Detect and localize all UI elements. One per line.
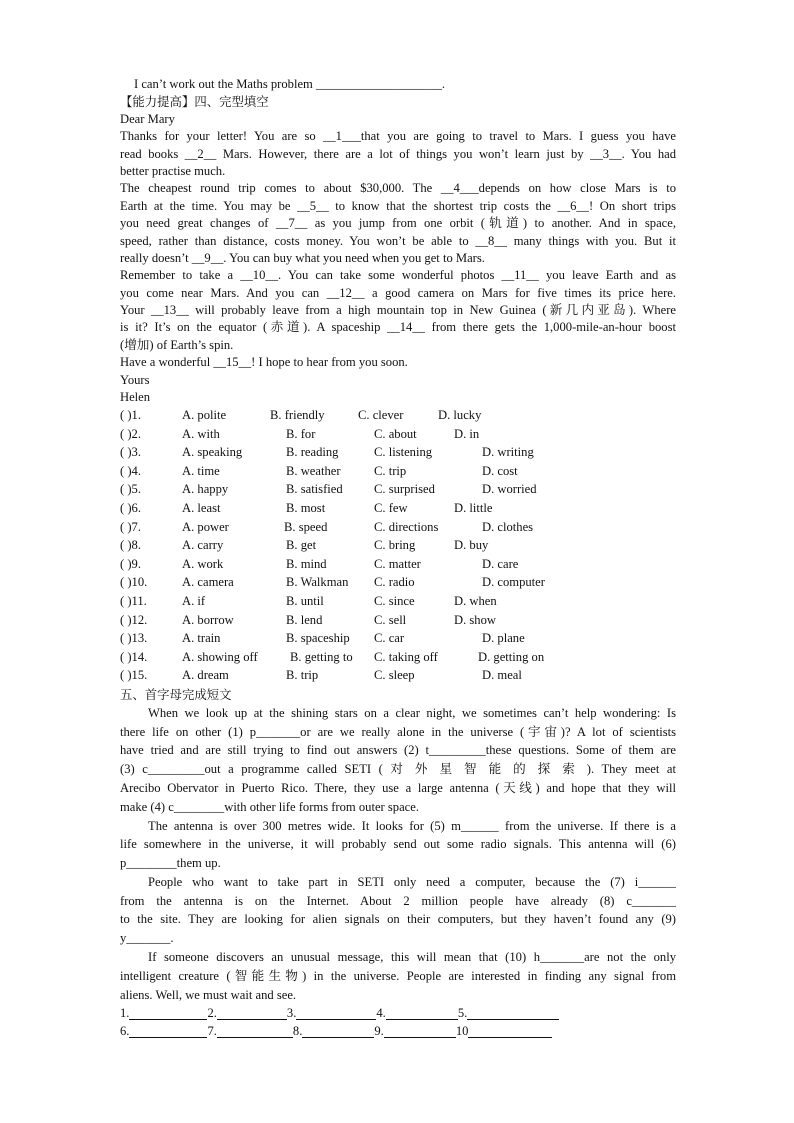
option-a: A. camera [182,575,234,590]
answer-blank-3[interactable] [296,1006,376,1020]
option-d: D. lucky [438,408,482,423]
option-c: C. few [374,500,408,515]
option-c: C. since [374,593,415,608]
option-a: A. borrow [182,612,234,627]
passage-line: Arecibo Obervator in Puerto Rico. There, they use a large antenna (天线) and hope that they will [120,780,676,795]
answer-label: 1. [120,1005,130,1020]
option-c: C. about [374,426,417,441]
option-row [120,425,676,444]
option-d: D. clothes [482,519,534,534]
option-d: D. worried [482,482,537,497]
option-d: D. show [454,612,496,627]
answer-blank-4[interactable] [386,1006,458,1020]
option-a: A. train [182,631,221,646]
option-row [120,555,676,574]
option-row [120,406,676,425]
passage-line: to the site. They are looking for alien signals on their computers, but they haven’t found any (9) [120,912,676,927]
answer-label: 7. [207,1023,217,1038]
letter-line: Your __13__ will probably leave from a high mountain top in New Guinea (新几内亚岛). Where [120,303,676,318]
option-c: C. radio [374,575,415,590]
option-row [120,481,676,500]
answer-row-2 [120,1022,676,1040]
option-row [120,574,676,593]
option-c: C. sell [374,612,407,627]
question-number: ( )11. [120,593,147,608]
passage-line: People who want to take part in SETI only need a computer, because the (7) i______ [148,874,676,889]
option-row [120,630,676,649]
option-c: C. taking off [374,649,438,664]
option-row [120,537,676,556]
letter-line: Have a wonderful __15__! I hope to hear from you soon. [120,355,408,370]
option-b: B. Walkman [286,575,349,590]
option-b: B. getting to [290,649,353,664]
option-d: D. plane [482,631,525,646]
option-c: C. sleep [374,668,415,683]
answer-row-1 [120,1004,676,1022]
passage [120,704,676,1005]
answer-blank-6[interactable] [129,1024,207,1038]
letter-line: The cheapest round trip comes to about $30,000. The __4___depends on how close Mars is to [120,181,676,196]
question-number: ( )13. [120,631,148,646]
option-d: D. little [454,500,493,515]
option-a: A. polite [182,408,227,423]
option-a: A. time [182,463,220,478]
option-c: C. car [374,631,405,646]
option-c: C. surprised [374,482,435,497]
option-row [120,444,676,463]
option-row [120,518,676,537]
question-number: ( )12. [120,612,148,627]
passage-line: life somewhere in the universe, it will probably send out some radio signals. This antenna will (6) [120,837,676,852]
option-d: D. care [482,556,519,571]
answer-label: 5. [457,1005,468,1020]
letter-signature: Helen [120,390,151,405]
letter-line: read books __2__ Mars. However, there are a lot of things you won’t learn just by __3__. You had [120,146,676,161]
passage-line: from the antenna is on the Internet. About 2 million people have already (8) c_______ [120,893,676,908]
option-row [120,462,676,481]
option-b: B. for [286,426,316,441]
answer-blank-1[interactable] [129,1006,207,1020]
letter-line: really doesn’t __9__. You can buy what you need when you get to Mars. [120,250,485,265]
passage-line: p________them up. [120,856,221,871]
option-c: C. clever [358,408,404,423]
letter-line: is it? It’s on the equator (赤道). A spaceship __14__ from there gets the 1,000-mile-an-hour boost [120,320,676,335]
option-row [120,667,676,686]
option-a: A. speaking [182,445,243,460]
question-number: ( )4. [120,463,141,478]
answer-blank-7[interactable] [217,1024,293,1038]
option-b: B. get [286,538,317,553]
answer-blank-2[interactable] [217,1006,287,1020]
option-a: A. showing off [182,649,258,664]
option-a: A. happy [182,482,229,497]
option-c: C. listening [374,445,433,460]
option-b: B. speed [284,519,328,534]
option-c: C. directions [374,519,439,534]
option-d: D. in [454,426,480,441]
answer-blank-8[interactable] [302,1024,374,1038]
section4-heading: 【能力提高】四、完型填空 [120,94,269,110]
question-number: ( )1. [120,408,141,423]
question-number: ( )14. [120,649,148,664]
passage-line: make (4) c________with other life forms from outer space. [120,799,420,814]
answer-blank-9[interactable] [384,1024,456,1038]
passage-line: aliens. Well, we must wait and see. [120,987,297,1002]
option-d: D. getting on [478,649,545,664]
option-c: C. matter [374,556,421,571]
option-b: B. until [286,593,324,608]
option-b: B. lend [286,612,323,627]
option-a: A. with [182,426,220,441]
answer-label: 6. [120,1023,130,1038]
option-b: B. trip [286,668,319,683]
option-d: D. meal [482,668,522,683]
option-a: A. dream [182,668,229,683]
answer-label: 10 [455,1023,469,1038]
question-number: ( )7. [120,519,141,534]
answer-label: 2. [207,1005,217,1020]
letter-line: Thanks for your letter! You are so __1___that you are going to travel to Mars. I guess you have [120,129,676,144]
answer-label: 4. [376,1005,386,1020]
question-number: ( )6. [120,500,141,515]
answer-label: 9. [374,1023,384,1038]
question-number: ( )8. [120,538,141,553]
question-number: ( )10. [120,575,148,590]
answer-label: 3. [286,1005,297,1020]
passage-line: When we look up at the shining stars on a clear night, we sometimes can’t help wondering: Is [148,705,676,720]
letter-line: Earth at the time. You may be __5__ to know that the shortest trip costs the __6__! On short trips [120,198,676,213]
option-d: D. buy [454,538,489,553]
option-c: C. trip [374,463,407,478]
option-a: A. power [182,519,229,534]
option-b: B. reading [286,445,339,460]
letter-closing: Yours [120,372,150,387]
top-line: I can’t work out the Maths problem ____________________. [134,77,446,91]
passage-line: The antenna is over 300 metres wide. It looks for (5) m______ from the universe. If there is a [148,818,676,833]
passage-line: y_______. [120,931,174,946]
letter-line: you need great changes of __7__ as you jump from one orbit (轨道) to another. And in space, [120,216,676,231]
option-a: A. work [182,556,224,571]
question-number: ( )5. [120,482,141,497]
letter-line: (增加) of Earth’s spin. [120,337,234,352]
letter-line: speed, rather than distance, costs money. You won’t be able to __8__ many things with you. But it [120,233,676,248]
question-number: ( )3. [120,445,141,460]
option-row [120,611,676,630]
option-b: B. satisfied [286,482,343,497]
passage-line: have tried and are still trying to find out answers (2) t_________these questions. Some of them are [120,743,676,758]
option-b: B. mind [286,556,327,571]
option-a: A. least [182,500,221,515]
option-d: D. when [454,593,497,608]
option-b: B. friendly [270,408,325,423]
question-number: ( )9. [120,556,141,571]
passage-line: there life on other (1) p_______or are we really alone in the universe (宇宙)? A lot of scientists [120,724,676,739]
letter-line: better practise much. [120,163,226,178]
options-list [120,406,676,685]
option-d: D. cost [482,463,518,478]
answer-blank-5[interactable] [467,1006,559,1020]
option-c: C. bring [374,538,416,553]
letter-line: you come near Mars. And you can __12__ a good camera on Mars for five times its price here. [120,285,676,300]
option-a: A. carry [182,538,224,553]
option-row [120,499,676,518]
question-number: ( )2. [120,426,141,441]
option-b: B. most [286,500,326,515]
letter-line: Remember to take a __10__. You can take some wonderful photos __11__ you leave Earth and as [120,268,676,283]
passage-line: (3) c_________out a programme called SETI ( 对 外 星 智 能 的 探 索 ). They meet at [120,762,676,777]
passage-line: If someone discovers an unusual message, this will mean that (10) h_______are not the only [148,950,676,965]
option-d: D. computer [482,575,545,590]
option-b: B. weather [286,463,341,478]
section5-heading: 五、首字母完成短文 [120,687,232,703]
answer-label: 8. [292,1023,303,1038]
option-d: D. writing [482,445,534,460]
question-number: ( )15. [120,668,148,683]
answer-blank-10[interactable] [468,1024,552,1038]
letter-salutation: Dear Mary [120,111,175,126]
worksheet-page [120,76,676,1040]
option-row [120,648,676,667]
passage-line: intelligent creature (智能生物) in the universe. People are interested in finding any signal from [120,968,676,983]
option-a: A. if [182,593,206,608]
option-b: B. spaceship [286,631,350,646]
option-row [120,592,676,611]
